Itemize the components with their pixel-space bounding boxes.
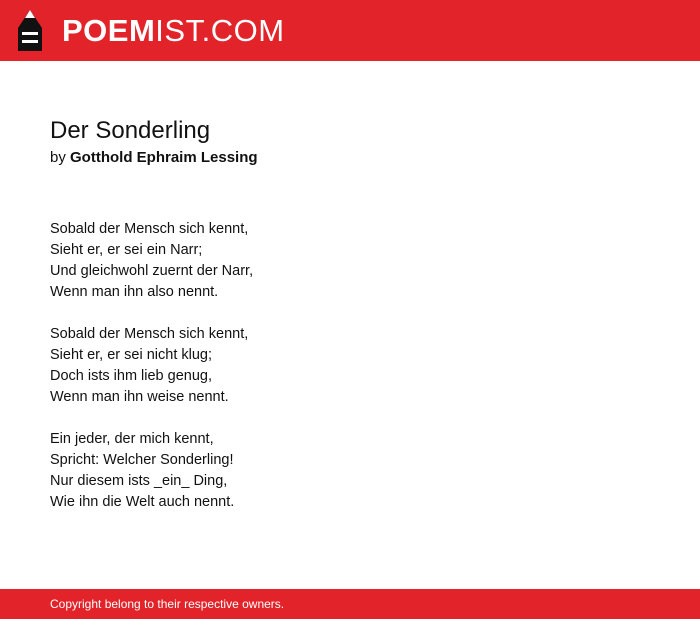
poem-line: Sobald der Mensch sich kennt, xyxy=(50,221,249,237)
poem-line: Sieht er, er sei ein Narr; xyxy=(50,242,203,258)
poem-line: Wenn man ihn also nennt. xyxy=(50,284,219,300)
site-header xyxy=(0,0,700,61)
stanza xyxy=(50,219,650,303)
logo-bold-text: POEM xyxy=(62,13,156,48)
poem-title: Der Sonderling xyxy=(50,117,211,144)
pencil-icon[interactable] xyxy=(18,10,42,51)
poem-line: Nur diesem ists _ein_ Ding, xyxy=(50,473,228,489)
poem-line: Ein jeder, der mich kennt, xyxy=(50,431,214,447)
poem-heading xyxy=(50,116,650,170)
poem-line: Wie ihn die Welt auch nennt. xyxy=(50,494,235,510)
poem-line: Sobald der Mensch sich kennt, xyxy=(50,326,249,342)
poem-line: Wenn man ihn weise nennt. xyxy=(50,389,229,405)
stanza xyxy=(50,429,650,513)
logo-light-text: IST.COM xyxy=(155,13,285,48)
site-footer xyxy=(0,589,700,619)
stanza xyxy=(50,324,650,408)
poem-line: Doch ists ihm lieb genug, xyxy=(50,368,212,384)
poem-line: Sieht er, er sei nicht klug; xyxy=(50,347,212,363)
site-logo-link[interactable] xyxy=(62,12,285,50)
poem-body xyxy=(50,219,650,534)
by-label: by xyxy=(50,149,66,166)
copyright-text: Copyright belong to their respective owners. xyxy=(50,597,285,611)
author-link[interactable]: Gotthold Ephraim Lessing xyxy=(70,149,258,166)
byline xyxy=(50,146,650,170)
poem-line: Spricht: Welcher Sonderling! xyxy=(50,452,234,468)
poem-line: Und gleichwohl zuernt der Narr, xyxy=(50,263,254,279)
